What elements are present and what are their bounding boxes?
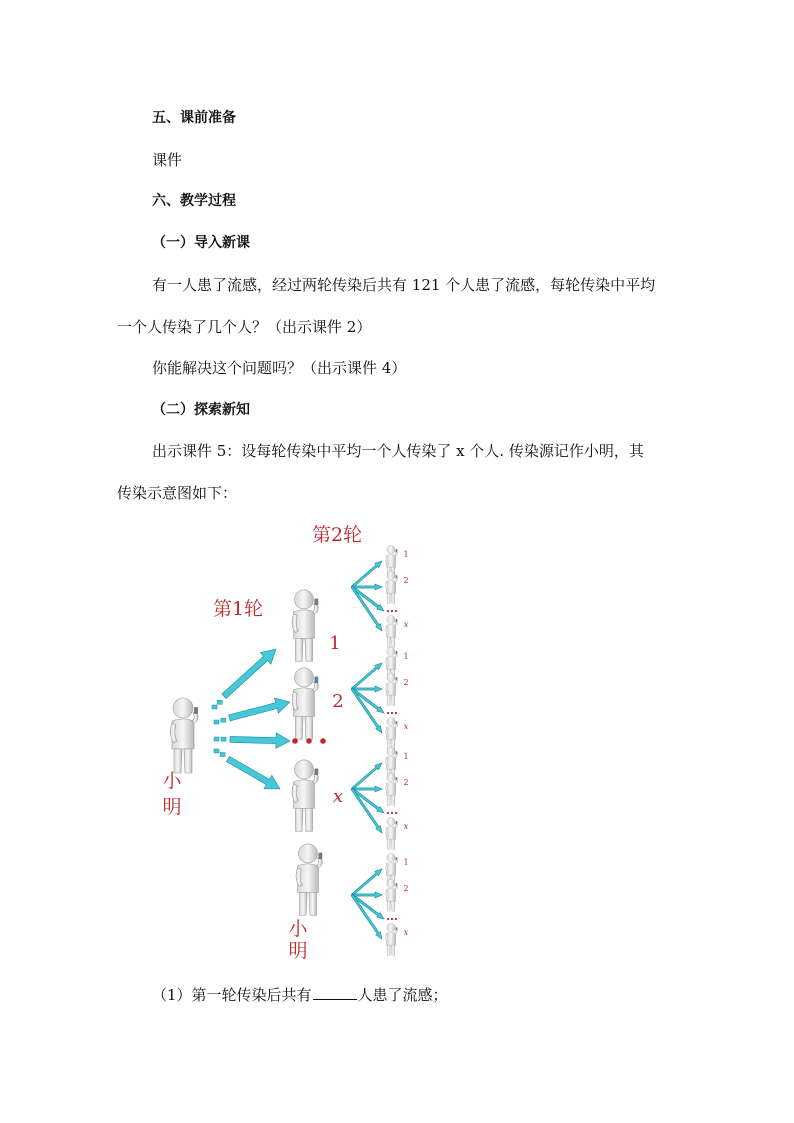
round-1-arrow (229, 698, 290, 721)
question-1-text: （1）第一轮传染后共有 (152, 986, 312, 1004)
round-1-arrow (226, 756, 280, 789)
round-1-arrow-tail-dash (220, 752, 225, 756)
round-2-arrow (351, 663, 382, 690)
section-6-heading: 六、教学过程 (152, 193, 236, 209)
round-2-person-label: x (403, 928, 409, 937)
round-2-person-label: 2 (403, 778, 409, 787)
source-name-char-2: 明 (162, 796, 182, 818)
round-2-person-label: 2 (403, 678, 409, 687)
round-2-person-label: 1 (403, 550, 409, 559)
subsection-1-heading: （一）导入新课 (152, 235, 250, 251)
round-2-person-figure (386, 923, 398, 955)
paragraph-3-line-1: 出示课件 5：设每轮传染中平均一个人传染了 x 个人. 传染源记作小明，其 (152, 442, 644, 460)
small-ellipsis-dot (387, 610, 389, 612)
round-2-person-label: x (403, 822, 409, 831)
round-2-arrow (351, 688, 384, 713)
round-2-arrow (351, 586, 384, 611)
round-2-person-figure (386, 615, 398, 647)
small-ellipsis-dot (391, 712, 393, 714)
round-1-person-figure (292, 760, 318, 831)
small-ellipsis-dot (391, 918, 393, 920)
round-2-person-label: x (403, 620, 409, 629)
round-2-person-figure (386, 673, 398, 705)
round-1-person-figure (292, 668, 318, 739)
paragraph-1-line-1: 有一人患了流感，经过两轮传染后共有 121 个人患了流感，每轮传染中平均 (152, 276, 656, 294)
subsection-2-heading: （二）探索新知 (152, 402, 250, 418)
paragraph-1-line-2: 一个人传染了几个人？（出示课件 2） (117, 318, 372, 336)
source-person-figure-second (296, 844, 322, 915)
paragraph-2: 你能解决这个问题吗？（出示课件 4） (152, 359, 407, 377)
round-2-label: 第2轮 (311, 524, 363, 546)
round-1-label-x: x (332, 786, 344, 807)
round-2-person-figure (386, 717, 398, 749)
round-2-arrow (351, 788, 384, 813)
small-ellipsis-dot (391, 610, 393, 612)
round-2-arrow (351, 763, 382, 790)
round-2-person-figure (386, 817, 398, 849)
round-2-person-label: 2 (403, 576, 409, 585)
small-ellipsis-dot (387, 918, 389, 920)
section-5-body: 课件 (152, 151, 183, 169)
round-1-arrow (222, 649, 276, 699)
round-2-person-label: 1 (403, 858, 409, 867)
section-5-heading: 五、课前准备 (152, 110, 236, 126)
small-ellipsis-dot (391, 812, 393, 814)
paragraph-3-line-2: 传染示意图如下： (117, 484, 238, 502)
round-2-person-label: 1 (403, 652, 409, 661)
source-person-figure (170, 698, 198, 773)
round-1-person-figure (292, 590, 318, 661)
round-2-person-figure (386, 879, 398, 911)
source-name-char-2: 明 (288, 940, 308, 961)
round-2-arrow (351, 894, 384, 919)
answer-blank[interactable] (313, 985, 357, 1000)
small-ellipsis-dot (395, 712, 397, 714)
small-ellipsis-dot (395, 812, 397, 814)
round-2-person-label: 2 (403, 884, 409, 893)
round-1-arrow-tail-dash (214, 737, 219, 741)
ellipsis-dot (320, 738, 326, 744)
round-1-arrow-tail-dash (221, 718, 226, 722)
round-1-label-1: 1 (329, 633, 341, 654)
round-2-arrow (351, 561, 382, 588)
round-1-arrow-tail-dash (221, 737, 226, 741)
round-2-person-label: x (403, 722, 409, 731)
source-name-char-1: 小 (288, 918, 308, 940)
round-2-person-label: 1 (403, 752, 409, 761)
question-1 (152, 985, 448, 1005)
small-ellipsis-dot (387, 712, 389, 714)
source-name-char-1: 小 (162, 770, 182, 792)
round-1-arrow-tail-dash (212, 705, 217, 709)
ellipsis-dot (292, 738, 298, 744)
round-2-person-figure (386, 571, 398, 603)
round-1-arrow-tail-dash (217, 700, 222, 704)
ellipsis-dot (306, 738, 312, 744)
round-2-person-figure (386, 773, 398, 805)
question-1-suffix: 人患了流感； (357, 986, 448, 1004)
round-1-arrow-tail-dash (214, 720, 219, 724)
small-ellipsis-dot (387, 812, 389, 814)
round-2-arrow (351, 869, 382, 896)
infection-diagram (152, 517, 424, 961)
round-1-label-2: 2 (332, 691, 344, 712)
round-1-arrow-tail-dash (214, 749, 219, 753)
round-1-label: 第1轮 (212, 598, 264, 620)
small-ellipsis-dot (395, 610, 397, 612)
round-1-arrow (230, 733, 290, 749)
small-ellipsis-dot (395, 918, 397, 920)
